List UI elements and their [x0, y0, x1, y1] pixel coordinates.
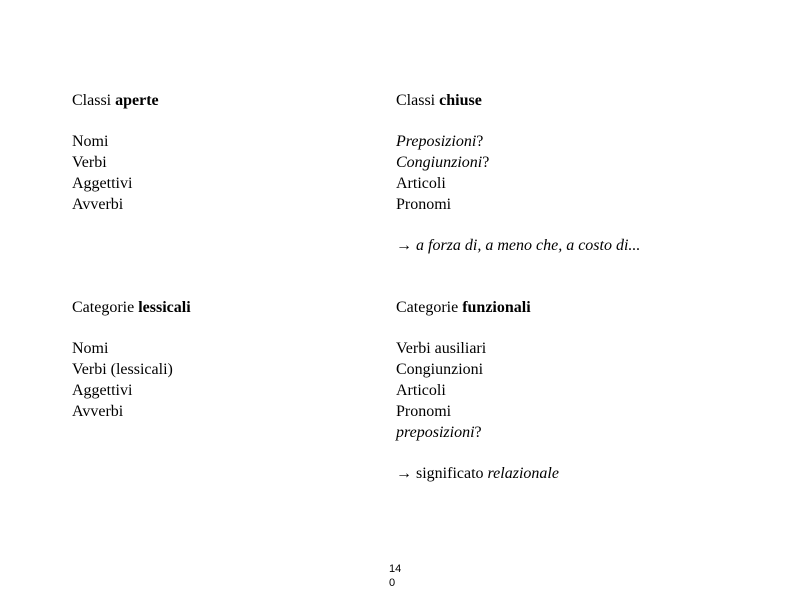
list-item — [396, 153, 489, 173]
list-item: Congiunzioni — [396, 361, 484, 378]
page-number — [389, 562, 401, 590]
heading-classi-chiuse — [396, 91, 482, 111]
heading-categorie-lessicali — [72, 298, 191, 318]
page-number-line: 14 — [389, 563, 402, 575]
list-item: Aggettivi — [72, 382, 133, 399]
list-item: Articoli — [396, 175, 446, 192]
list-item: Pronomi — [396, 403, 452, 420]
heading-categorie-funzionali — [396, 298, 531, 318]
list-item: Articoli — [396, 382, 446, 399]
list-item: Avverbi — [72, 196, 124, 213]
list-item — [396, 423, 482, 443]
list-item — [396, 132, 483, 152]
heading-emphasis: lessicali — [138, 299, 191, 316]
italic-term: preposizioni — [396, 424, 475, 441]
heading-prefix: Categorie — [396, 299, 463, 316]
list-item: Nomi — [72, 133, 109, 150]
page-number-line: 0 — [389, 577, 396, 589]
italic-term: Preposizioni — [396, 133, 477, 150]
heading-prefix: Classi — [396, 92, 440, 109]
term-suffix: ? — [476, 133, 484, 150]
heading-emphasis: chiuse — [439, 92, 482, 109]
list-item: Verbi (lessicali) — [72, 361, 173, 378]
arrow-icon: → — [396, 237, 412, 254]
term-suffix: ? — [482, 154, 490, 171]
list-item: Nomi — [72, 340, 109, 357]
list-item: Pronomi — [396, 196, 452, 213]
italic-term: Congiunzioni — [396, 154, 483, 171]
list-item: Aggettivi — [72, 175, 133, 192]
heading-classi-aperte — [72, 91, 159, 111]
heading-emphasis: aperte — [115, 92, 159, 109]
heading-prefix: Classi — [72, 92, 116, 109]
term-suffix: ? — [474, 424, 482, 441]
list-item: Verbi ausiliari — [396, 340, 487, 357]
list-item: Avverbi — [72, 403, 124, 420]
note-italic: relazionale — [487, 465, 559, 482]
note-line — [396, 464, 559, 484]
arrow-icon: → — [396, 465, 412, 482]
heading-prefix: Categorie — [72, 299, 139, 316]
note-line — [396, 236, 640, 256]
list-item: Verbi — [72, 154, 107, 171]
heading-emphasis: funzionali — [462, 299, 531, 316]
note-text: significato — [416, 465, 488, 482]
note-text: a forza di, a meno che, a costo di... — [416, 237, 641, 254]
